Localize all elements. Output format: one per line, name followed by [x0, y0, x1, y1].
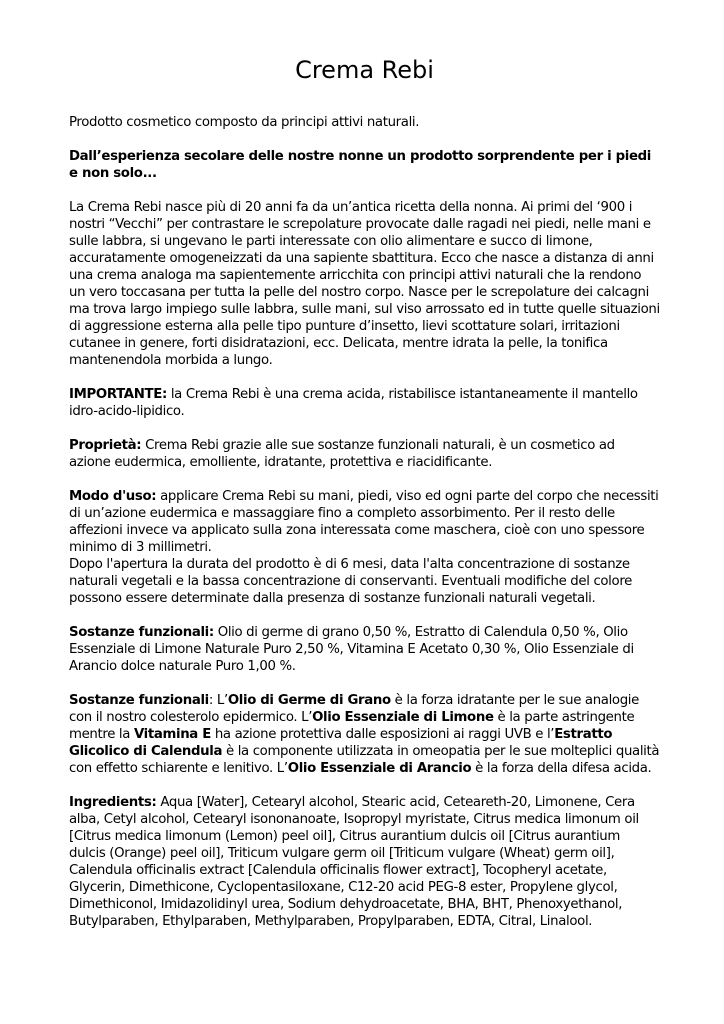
usage-text: applicare Crema Rebi su mani, piedi, viso ed ogni parte del corpo che necessiti di un’azione eudermica e massaggiare fino a completo assorbimento. Per il resto delle affezioni invece va applicato sulla zona interessata come maschera, cioè con uno spessore minimo di 3 millimetri. [69, 489, 659, 555]
important-paragraph [69, 386, 660, 420]
functional-substances-text: Olio di germe di grano 0,50 %, Estratto di Calendula 0,50 %, Olio Essenziale di Limone Naturale Puro 2,50 %, Vitamina E Acetato 0,30 %, Olio Essenziale di Arancio dolce naturale Puro 1,00 %. [69, 625, 634, 674]
usage-label: Modo d'uso: [69, 489, 157, 504]
functional-text-1: : L’ [208, 693, 228, 708]
important-text: la Crema Rebi è una crema acida, ristabilisce istantaneamente il mantello idro-acido-lipidico. [69, 387, 638, 419]
ingredients-paragraph [69, 794, 660, 930]
functional-substances-label: Sostanze funzionali: [69, 625, 214, 640]
calendula-extract-term: Estratto Glicolico di Calendula [69, 727, 613, 759]
functional-substances-paragraph [69, 624, 660, 675]
functional-text-5: è la componente utilizzata in omeopatia per le sue molteplici qualità con effetto schiarente e lenitivo. L’ [69, 744, 660, 776]
orange-oil-term: Olio Essenziale di Arancio [287, 761, 472, 776]
usage-note-paragraph: Dopo l'apertura la durata del prodotto è di 6 mesi, data l'alta concentrazione di sostanze naturali vegetali e la bassa concentrazione di conservanti. Eventuali modifiche del colore possono essere determinate dalla presenza di sostanze funzionali naturali vegetali. [69, 557, 632, 606]
functional-text-2: è la forza idratante per le sue analogie con il nostro colesterolo epidermico. L’ [69, 693, 639, 725]
functional-text-4: ha azione protettiva dalle esposizioni ai raggi UVB e l’ [210, 727, 555, 742]
wheat-germ-oil-term: Olio di Germe di Grano [227, 693, 391, 708]
usage-paragraph [69, 488, 660, 556]
properties-label: Proprietà: [69, 438, 142, 453]
functional-text-3: è la parte astringente mentre la [69, 710, 635, 742]
functional-description-label: Sostanze funzionali [69, 693, 209, 708]
ingredients-label: Ingredients: [69, 795, 157, 810]
functional-description-paragraph [69, 692, 660, 777]
functional-text-6: è la forza della difesa acida. [471, 761, 652, 776]
ingredients-text: Aqua [Water], Cetearyl alcohol, Stearic acid, Ceteareth-20, Limonene, Cera alba, Cetyl alcohol, Cetearyl isononanoate, Isopropyl myristate, Citrus medica limonum oil [Citrus medica limonum (Lemon) peel oil], Citrus aurantium dulcis oil [Citrus aurantium dulcis (Orange) peel oil], Triticum vulgare germ oil [Triticum vulgare (Wheat) germ oil], Calendula officinalis extract [Calendula officinalis flower extract], Tocopheryl acetate, Glycerin, Dimethicone, Cyclopentasiloxane, C12-20 acid PEG-8 ester, Propylene glycol, Dimethiconol, Imidazolidinyl urea, Sodium dehydroacetate, BHA, BHT, Phenoxyethanol, Butylparaben, Ethylparaben, Methylparaben, Propylparaben, EDTA, Citral, Linalool. [69, 795, 639, 929]
document-title: Crema Rebi [295, 56, 434, 84]
lead-paragraph: Dall’esperienza secolare delle nostre nonne un prodotto sorprendente per i piedi e non solo... [69, 149, 651, 181]
vitamin-e-term: Vitamina E [133, 727, 211, 742]
intro-paragraph: Prodotto cosmetico composto da principi attivi naturali. [69, 115, 420, 130]
properties-text: Crema Rebi grazie alle sue sostanze funzionali naturali, è un cosmetico ad azione eudermica, emolliente, idratante, protettiva e riacidificante. [69, 438, 615, 470]
important-label: IMPORTANTE: [69, 387, 167, 402]
lemon-oil-term: Olio Essenziale di Limone [312, 710, 494, 725]
properties-paragraph [69, 437, 660, 471]
history-paragraph: La Crema Rebi nasce più di 20 anni fa da un’antica ricetta della nonna. Ai primi del ‘900 i nostri “Vecchi” per contrastare le screpolature provocate dalle ragadi nei piedi, nelle mani e sulle labbra, si ungevano le parti interessate con olio alimentare e succo di limone, accuratamente omogeneizzati da una sapiente sbattitura. Ecco che nasce a distanza di anni una crema analoga ma sapientemente arricchita con principi attivi naturali che la rendono un vero toccasana per tutta la pelle del nostro corpo. Nasce per le screpolature dei calcagni ma trova largo impiego sulle labbra, sulle mani, sul viso arrossato ed in tutte quelle situazioni di aggressione esterna alla pelle tipo punture d’insetto, lievi scottature solari, irritazioni cutanee in genere, forti disidratazioni, ecc. Delicata, mentre idrata la pelle, la tonifica mantenendola morbida a lungo. [69, 200, 660, 368]
